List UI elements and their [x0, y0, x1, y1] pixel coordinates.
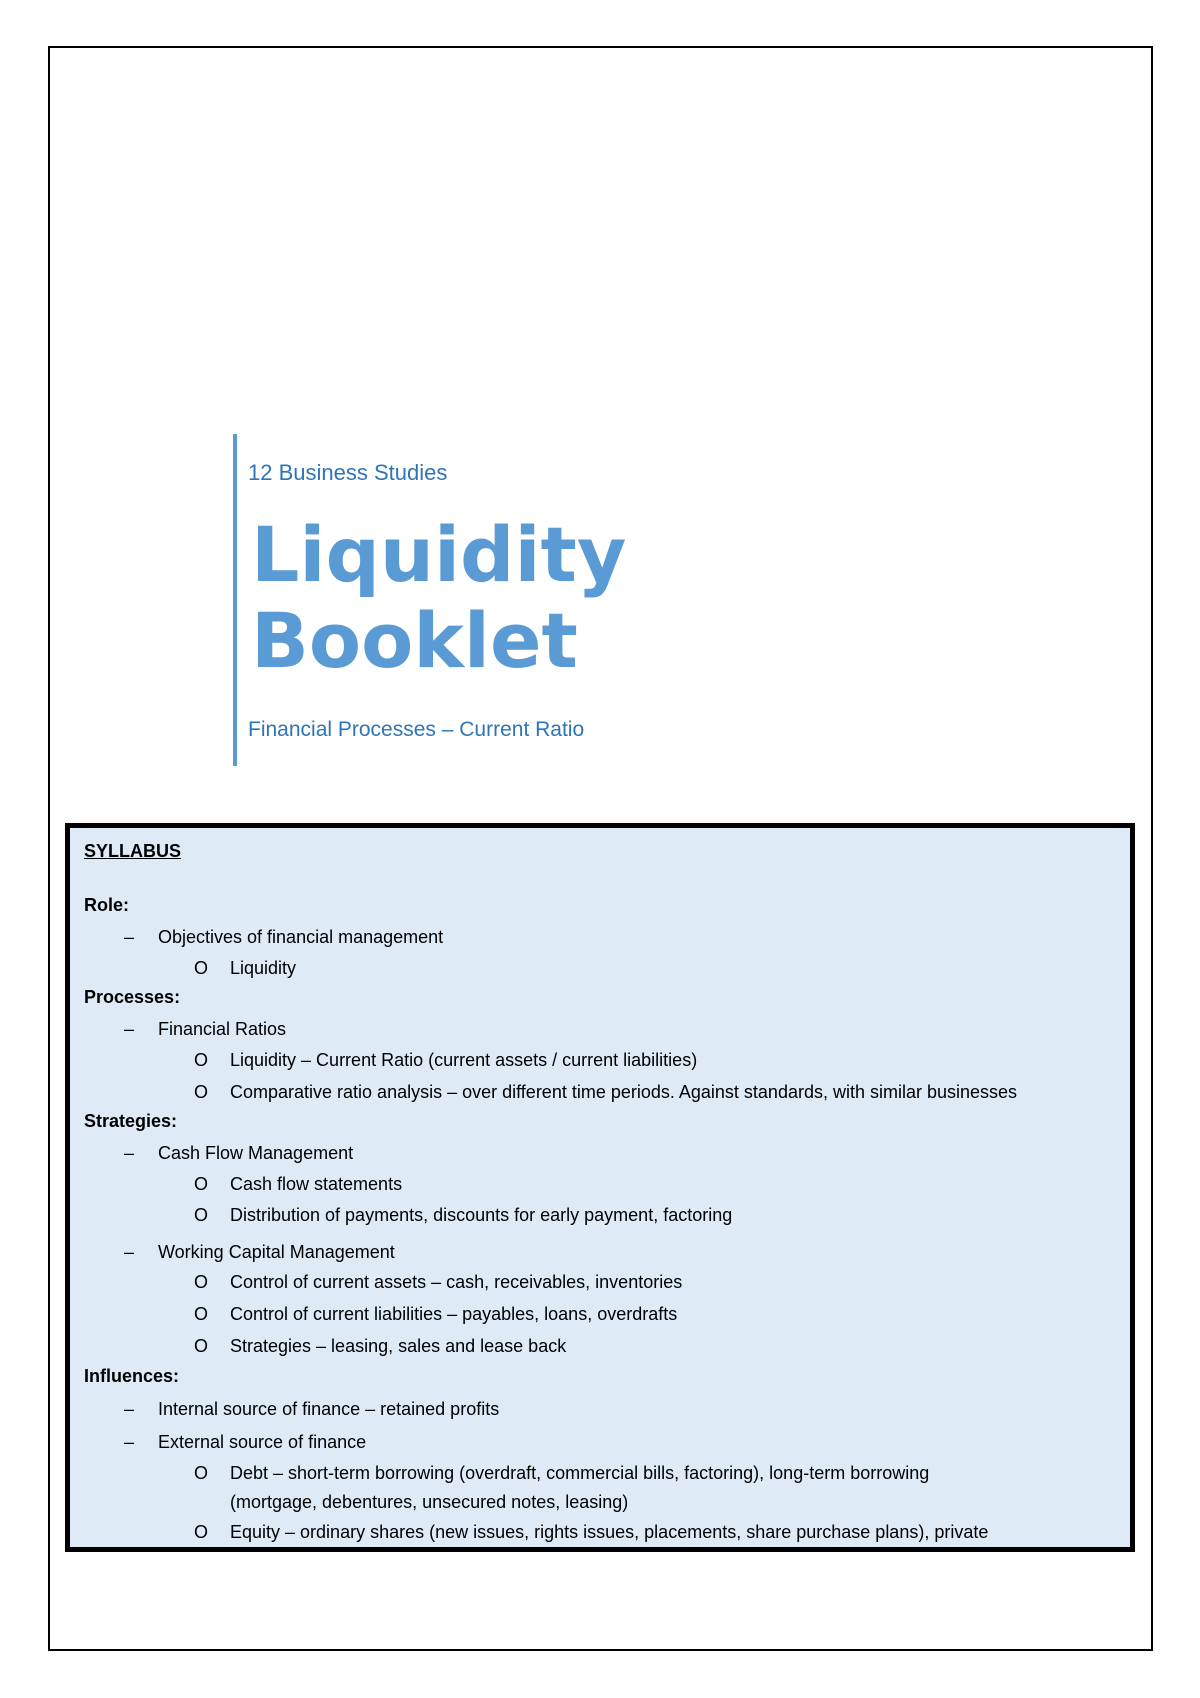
list-item: Internal source of finance – retained profits: [158, 1399, 500, 1419]
syllabus-box: [65, 823, 1135, 1552]
sub-list-item: Control of current assets – cash, receivables, inventories: [230, 1272, 683, 1292]
dash-marker: –: [124, 1019, 135, 1039]
list-item: Working Capital Management: [158, 1242, 395, 1262]
dash-marker: –: [124, 927, 135, 947]
section-heading-role: Role:: [84, 895, 129, 915]
sub-list-item: Liquidity: [230, 958, 297, 978]
list-item: Objectives of financial management: [158, 927, 444, 947]
bullet-marker: O: [194, 1174, 209, 1194]
bullet-marker: O: [194, 1336, 209, 1356]
bullet-marker: O: [194, 1082, 209, 1102]
bullet-marker: O: [194, 1205, 209, 1225]
section-heading-influences: Influences:: [84, 1366, 180, 1386]
dash-marker: –: [124, 1432, 135, 1452]
list-item: Cash Flow Management: [158, 1143, 354, 1163]
dash-marker: –: [124, 1242, 135, 1262]
booklet-subtitle: Financial Processes – Current Ratio: [248, 718, 585, 741]
bullet-marker: O: [194, 958, 209, 978]
syllabus-heading: SYLLABUS: [84, 841, 182, 861]
cover-block: [233, 434, 933, 766]
sub-list-item: Comparative ratio analysis – over different time periods. Against standards, with similar businesses: [230, 1082, 1018, 1102]
bullet-marker: O: [194, 1304, 209, 1324]
bullet-marker: O: [194, 1522, 209, 1542]
cover-accent-rule: [233, 434, 237, 766]
sub-list-item: Distribution of payments, discounts for early payment, factoring: [230, 1205, 733, 1225]
bullet-marker: O: [194, 1463, 209, 1483]
bullet-marker: O: [194, 1050, 209, 1070]
section-heading-processes: Processes:: [84, 987, 181, 1007]
section-heading-strategies: Strategies:: [84, 1111, 178, 1131]
title-line-2: Booklet: [251, 596, 578, 685]
list-item: External source of finance: [158, 1432, 367, 1452]
dash-marker: –: [124, 1399, 135, 1419]
dash-marker: –: [124, 1143, 135, 1163]
course-label: 12 Business Studies: [248, 460, 448, 485]
booklet-title: [251, 512, 626, 684]
sub-list-item-continued: (mortgage, debentures, unsecured notes, leasing): [230, 1492, 629, 1512]
title-line-1: Liquidity: [251, 510, 627, 599]
sub-list-item: Liquidity – Current Ratio (current assets / current liabilities): [230, 1050, 698, 1070]
sub-list-item: Debt – short-term borrowing (overdraft, commercial bills, factoring), long-term borrowing: [230, 1463, 930, 1483]
bullet-marker: O: [194, 1272, 209, 1292]
sub-list-item: Cash flow statements: [230, 1174, 403, 1194]
list-item: Financial Ratios: [158, 1019, 287, 1039]
sub-list-item: Equity – ordinary shares (new issues, rights issues, placements, share purchase plans), private: [230, 1522, 989, 1542]
sub-list-item: Control of current liabilities – payables, loans, overdrafts: [230, 1304, 678, 1324]
sub-list-item: Strategies – leasing, sales and lease back: [230, 1336, 567, 1356]
